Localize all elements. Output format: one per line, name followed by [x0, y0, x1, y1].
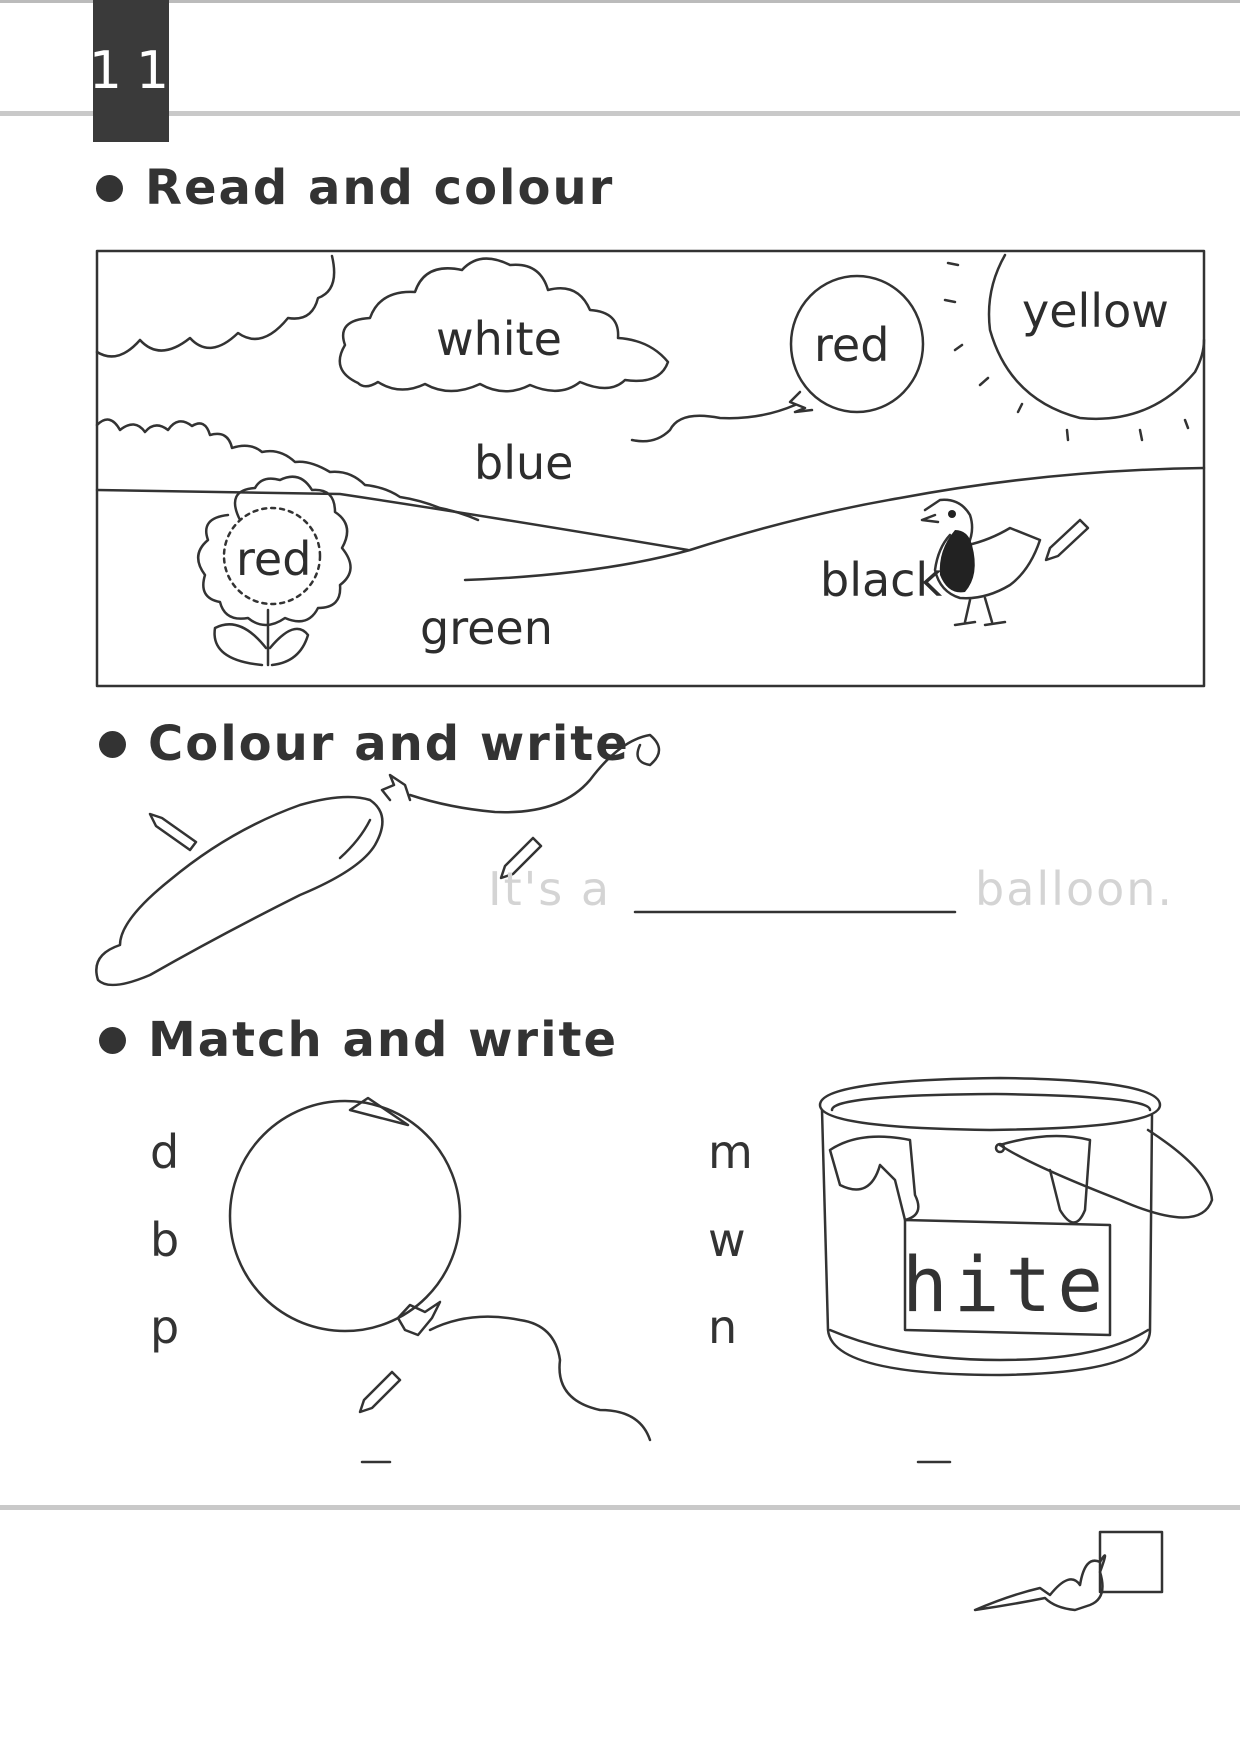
paint-can-text: hite	[902, 1240, 1110, 1329]
colour-write-heading	[99, 716, 630, 772]
colour-write-title: Colour and write	[148, 716, 630, 772]
label-sky-blue: blue	[474, 436, 574, 490]
match-write-heading	[99, 1012, 618, 1068]
pencil-icon	[150, 814, 196, 850]
label-bird-black: black	[820, 553, 943, 607]
letter-left: d	[150, 1125, 180, 1179]
pencil-icon	[360, 1372, 400, 1412]
sentence-suffix: balloon.	[975, 862, 1175, 916]
match-write-title: Match and write	[148, 1012, 619, 1068]
read-colour-title: Read and colour	[145, 160, 615, 216]
label-flower-red: red	[236, 532, 312, 586]
label-balloon-red: red	[814, 318, 890, 372]
bullet-icon	[99, 1027, 126, 1054]
pencil-icon	[1046, 520, 1088, 560]
sentence-prefix: It's a	[488, 862, 612, 916]
bullet-icon	[99, 731, 126, 758]
label-sun-yellow: yellow	[1022, 284, 1169, 338]
letter-left: b	[150, 1213, 180, 1267]
unit-number-tab: 11	[93, 0, 169, 142]
bird-painter-icon	[975, 1532, 1162, 1610]
letter-right: n	[708, 1300, 738, 1354]
label-cloud-white: white	[436, 312, 562, 366]
letter-left: p	[150, 1300, 180, 1354]
label-grass-green: green	[420, 601, 553, 655]
letter-right: w	[708, 1213, 746, 1267]
letter-right: m	[708, 1125, 753, 1179]
